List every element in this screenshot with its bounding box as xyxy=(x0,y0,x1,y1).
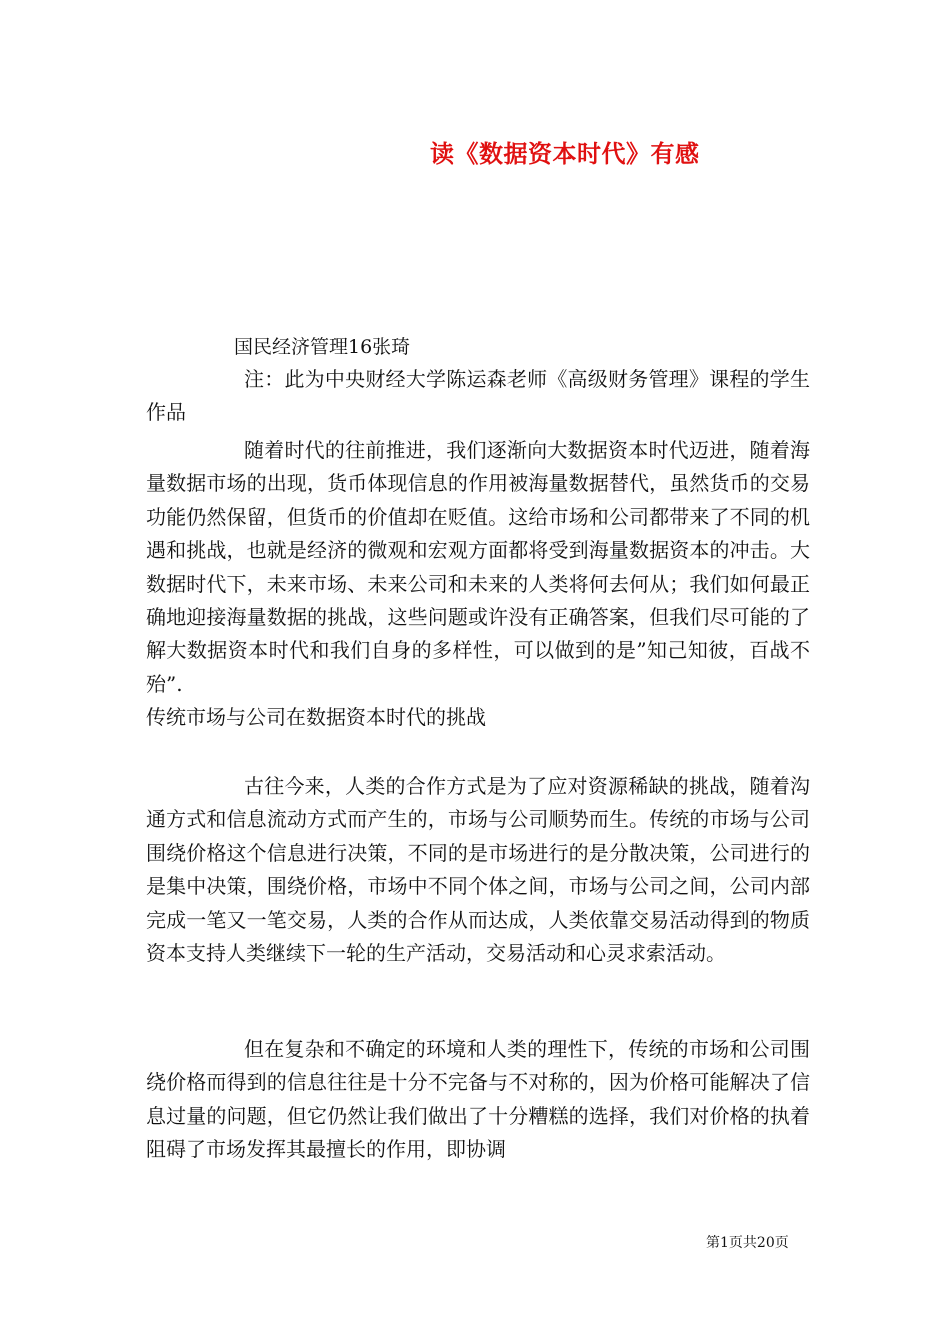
document-title: 读《数据资本时代》有感 xyxy=(430,139,700,168)
author-line: 国民经济管理16张琦 xyxy=(234,336,411,358)
page-indicator: 第1页共20页 xyxy=(706,1235,789,1251)
paragraph-1-text: 随着时代的往前推进，我们逐渐向大数据资本时代迈进，随着海量数据市场的出现，货币体现信息的作用被海量数据替代，虽然货币的交易功能仍然保留，但货币的价值却在贬值。这给市场和公司都带来了不同的机遇和挑战，也就是经济的微观和宏观方面都将受到海量数据资本的冲击。大数据时代下，未来市场、未来公司和未来的人类将何去何从；我们如何最正确地迎接海量数据的挑战，这些问题或许没有正确答案，但我们尽可能的了解大数据资本时代和我们自身的多样性，可以做到的是”知己知彼，百战不殆”. xyxy=(146,438,810,696)
section-heading: 传统市场与公司在数据资本时代的挑战 xyxy=(146,705,486,730)
body-paragraph-2: 古往今来，人类的合作方式是为了应对资源稀缺的挑战，随着沟通方式和信息流动方式而产生的，市场与公司顺势而生。传统的市场与公司围绕价格这个信息进行决策，不同的是市场进行的是分散决策，公司进行的是集中决策，围绕价格，市场中不同个体之间，市场与公司之间，公司内部完成一笔又一笔交易，人类的合作从而达成，人类依靠交易活动得到的物质资本支持人类继续下一轮的生产活动，交易活动和心灵求索活动。 xyxy=(146,774,810,966)
body-paragraph-3: 但在复杂和不确定的环境和人类的理性下，传统的市场和公司围绕价格而得到的信息往往是十分不完备与不对称的，因为价格可能解决了信息过量的问题，但它仍然让我们做出了十分糟糕的选择，我们对价格的执着阻碍了市场发挥其最擅长的作用，即协调 xyxy=(146,1037,810,1162)
body-paragraph-1 xyxy=(146,434,810,735)
note-paragraph: 注：此为中央财经大学陈运森老师《高级财务管理》课程的学生作品 xyxy=(146,367,810,425)
